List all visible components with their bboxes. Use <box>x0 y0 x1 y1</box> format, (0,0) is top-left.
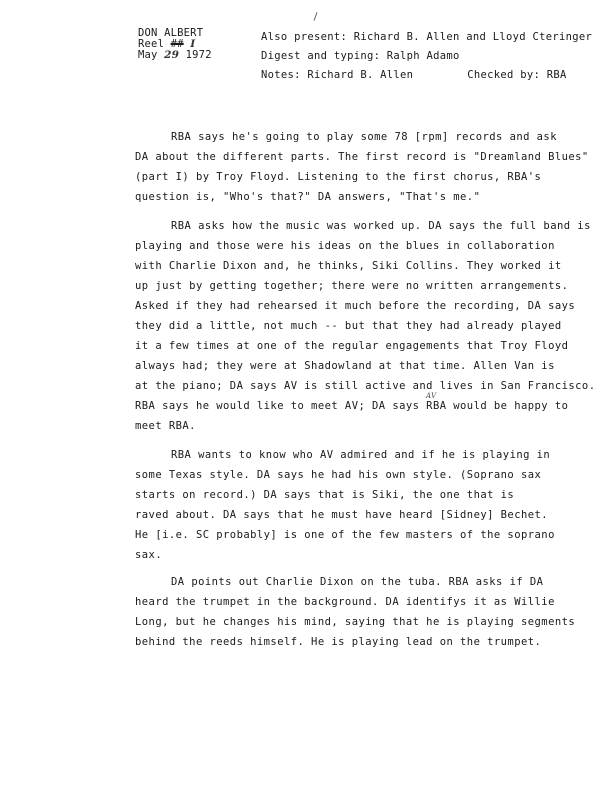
text-line: DA about the different parts. The first record is "Dreamland Blues" <box>135 151 589 163</box>
reel-label: Reel <box>138 38 171 50</box>
paragraph-1 <box>135 127 597 207</box>
interview-date <box>138 50 212 61</box>
text-line: raved about. DA says that he must have heard [Sidney] Bechet. <box>135 509 549 521</box>
paragraph-3 <box>135 445 597 565</box>
pen-mark <box>313 12 317 21</box>
text-line: heard the trumpet in the background. DA identifys it as Willie <box>135 596 555 608</box>
date-handwritten-day: 29 <box>164 49 180 61</box>
text-line: RBA says he's going to play some 78 [rpm] records and ask <box>171 131 557 143</box>
text-line: Asked if they had rehearsed it much before the recording, DA says <box>135 300 576 312</box>
text-line: sax. <box>135 549 163 561</box>
digest-typing-line: Digest and typing: Ralph Adamo <box>261 50 460 62</box>
text-line: He [i.e. SC probably] is one of the few masters of the soprano <box>135 529 555 541</box>
interviewee-name: DON ALBERT <box>138 27 204 39</box>
header-credits-block <box>261 28 592 85</box>
text-line: up just by getting together; there were no written arrangements. <box>135 280 569 292</box>
text-line: some Texas style. DA says he had his own style. (Soprano sax <box>135 469 542 481</box>
text-line <box>135 392 597 416</box>
text-line: Long, but he changes his mind, saying that he is playing segments <box>135 616 576 628</box>
transcript-body <box>135 127 597 652</box>
text-line: always had; they were at Shadowland at that time. Allen Van is <box>135 360 555 372</box>
reel-handwritten-number: I <box>190 38 196 50</box>
text-line: (part I) by Troy Floyd. Listening to the first chorus, RBA's <box>135 171 542 183</box>
text-line: behind the reeds himself. He is playing lead on the trumpet. <box>135 636 542 648</box>
text-line: meet RBA. <box>135 420 196 432</box>
text-line: RBA asks how the music was worked up. DA says the full band is <box>171 220 591 232</box>
text-line-content: RBA says he would like to meet AV; DA says RBA would be happy to <box>135 400 569 412</box>
notes-by: Notes: Richard B. Allen <box>261 69 414 81</box>
also-present-line: Also present: Richard B. Allen and Lloyd Cteringer <box>261 31 593 43</box>
text-line: DA points out Charlie Dixon on the tuba. RBA asks if DA <box>171 576 544 588</box>
notes-checked-line <box>261 66 592 85</box>
paragraph-4 <box>135 572 597 652</box>
date-year: 1972 <box>185 49 212 61</box>
checked-by: Checked by: RBA <box>467 69 567 81</box>
header-interviewee-block <box>138 28 212 61</box>
text-line: starts on record.) DA says that is Siki, the one that is <box>135 489 515 501</box>
reel-struck-number: ## <box>170 38 184 50</box>
paragraph-2 <box>135 216 597 436</box>
text-line: they did a little, not much -- but that they had already played <box>135 320 562 332</box>
text-line: RBA wants to know who AV admired and if he is playing in <box>171 449 551 461</box>
date-month: May <box>138 49 165 61</box>
text-line: with Charlie Dixon and, he thinks, Siki Collins. They worked it <box>135 260 562 272</box>
text-line: question is, "Who's that?" DA answers, "That's me." <box>135 191 481 203</box>
text-line: at the piano; DA says AV is still active and lives in San Francisco. <box>135 380 596 392</box>
text-line: it a few times at one of the regular engagements that Troy Floyd <box>135 340 569 352</box>
handwritten-correction: AV <box>426 392 437 400</box>
text-line: playing and those were his ideas on the blues in collaboration <box>135 240 555 252</box>
